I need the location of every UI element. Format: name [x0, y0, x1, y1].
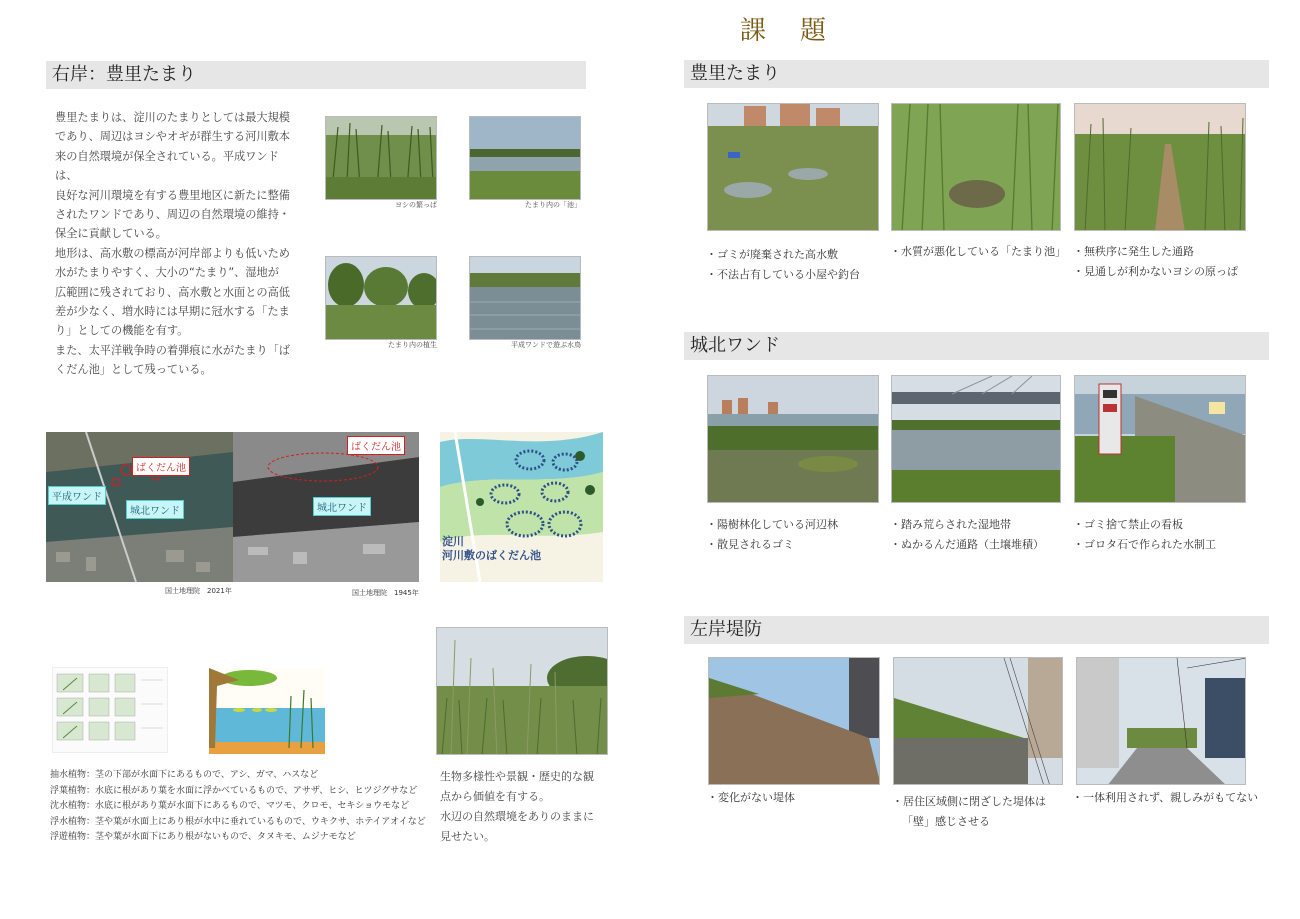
photo-pond: [469, 116, 581, 200]
photo-issue: [708, 657, 880, 785]
map-source-2021: 国土地理院 2021年: [165, 587, 232, 595]
photo-caption: ヨシの繁っぱ: [395, 201, 437, 209]
photo-water-birds: [469, 256, 581, 340]
photo-issue: [1074, 375, 1246, 503]
photo-caption: たまり内の植生: [388, 341, 437, 349]
aquatic-plant-diagram: [209, 668, 325, 754]
aerial-photo-1945: [233, 432, 419, 582]
photo-issue: [893, 657, 1063, 785]
photo-issue: [891, 103, 1061, 231]
page-title: 課 題: [739, 16, 830, 46]
map-label: ばくだん池: [132, 457, 190, 476]
issue-list: ・居住区域側に閉ざした堤体は 「壁」感じさせる: [892, 795, 1046, 828]
bakudan-pond-illustration: [440, 432, 603, 582]
illustration-caption: 淀川 河川敷のばくだん池: [442, 535, 541, 562]
photo-reed-field: [436, 627, 608, 755]
intro-text: 豊里たまりは、淀川のたまりとしては最大規模 であり、周辺はヨシやオギが群生する河川敷本 来の自然環境が保全されている。平成ワンドは、 良好な河川環境を有する豊里地区に新たに整備 されたワンドであり、周辺の自然環境の維持・ 保全に貢献している。 地形は、高水敷の標高が河岸部よりも低いため 水がたまりやすく、大小の“たまり”、湿地が 広範囲に残されており、高水敷と水面との高低 差が少なく、増水時には早期に冠水する「たま り」としての機能を有す。 また、太平洋戦争時の着弾痕に水がたまり「ば くだん池」として残っている。: [55, 111, 290, 377]
section-heading-right-bank: 右岸：豊里たまり: [46, 61, 586, 89]
photo-vegetation: [325, 256, 437, 340]
map-label: 平成ワンド: [48, 486, 106, 505]
photo-issue: [707, 375, 879, 503]
plant-types-list: 抽水植物：茎の下部が水面下にあるもので、アシ、ガマ、ハスなど 浮葉植物：水底に根があり葉を水面に浮かべているもので、アサザ、ヒシ、ヒツジグサなど 沈水植物：水底に根があり葉が水面下にあるもので、マツモ、クロモ、セキショウモなど 浮水植物：茎や葉が水面上にあり根が水中に垂れているもので、ウキクサ、ホテイアオイなど 浮遊植物：茎や葉が水面下にあり根がないもので、タヌキモ、ムジナモなど: [50, 770, 426, 843]
photo-issue: [1074, 103, 1246, 231]
photo-caption: 平成ワンドで遊ぶ水鳥: [511, 341, 581, 349]
map-label: 城北ワンド: [313, 497, 371, 516]
aerial-photo-2021: [46, 432, 233, 582]
plant-types-table-diagram: [52, 667, 168, 753]
photo-issue: [707, 103, 879, 231]
section-heading-shirokita-wando: 城北ワンド: [684, 332, 1269, 360]
photo-issue: [1076, 657, 1246, 785]
issue-list: ・踏み荒らされた湿地帯 ・ぬかるんだ通路（土壌堆積）: [890, 518, 1044, 551]
photo-issue: [891, 375, 1061, 503]
map-label: ばくだん池: [347, 436, 405, 455]
issue-list: ・陽樹林化している河辺林 ・散見されるゴミ: [706, 518, 838, 551]
issue-list: ・水質が悪化している「たまり池」: [890, 245, 1066, 258]
map-label: 城北ワンド: [126, 500, 184, 519]
section-heading-left-bank-levee: 左岸堤防: [684, 616, 1269, 644]
photo-caption: たまり内の「池」: [525, 201, 581, 209]
photo-reeds: [325, 116, 437, 200]
section-heading-toyosato: 豊里たまり: [684, 60, 1269, 88]
issue-list: ・ゴミ捨て禁止の看板 ・ゴロタ石で作られた水制工: [1073, 518, 1216, 551]
closing-statement: 生物多様性や景観・歴史的な観 点から価値を有する。 水辺の自然環境をありのままに 見せたい。: [440, 770, 594, 843]
issue-list: ・一体利用されず、親しみがもてない: [1072, 791, 1259, 804]
issue-list: ・ゴミが廃棄された高水敷 ・不法占有している小屋や釣台: [706, 248, 860, 281]
issue-list: ・変化がない堤体: [707, 791, 795, 804]
map-source-1945: 国土地理院 1945年: [352, 589, 419, 597]
issue-list: ・無秩序に発生した通路 ・見通しが利かないヨシの原っぱ: [1073, 245, 1238, 278]
